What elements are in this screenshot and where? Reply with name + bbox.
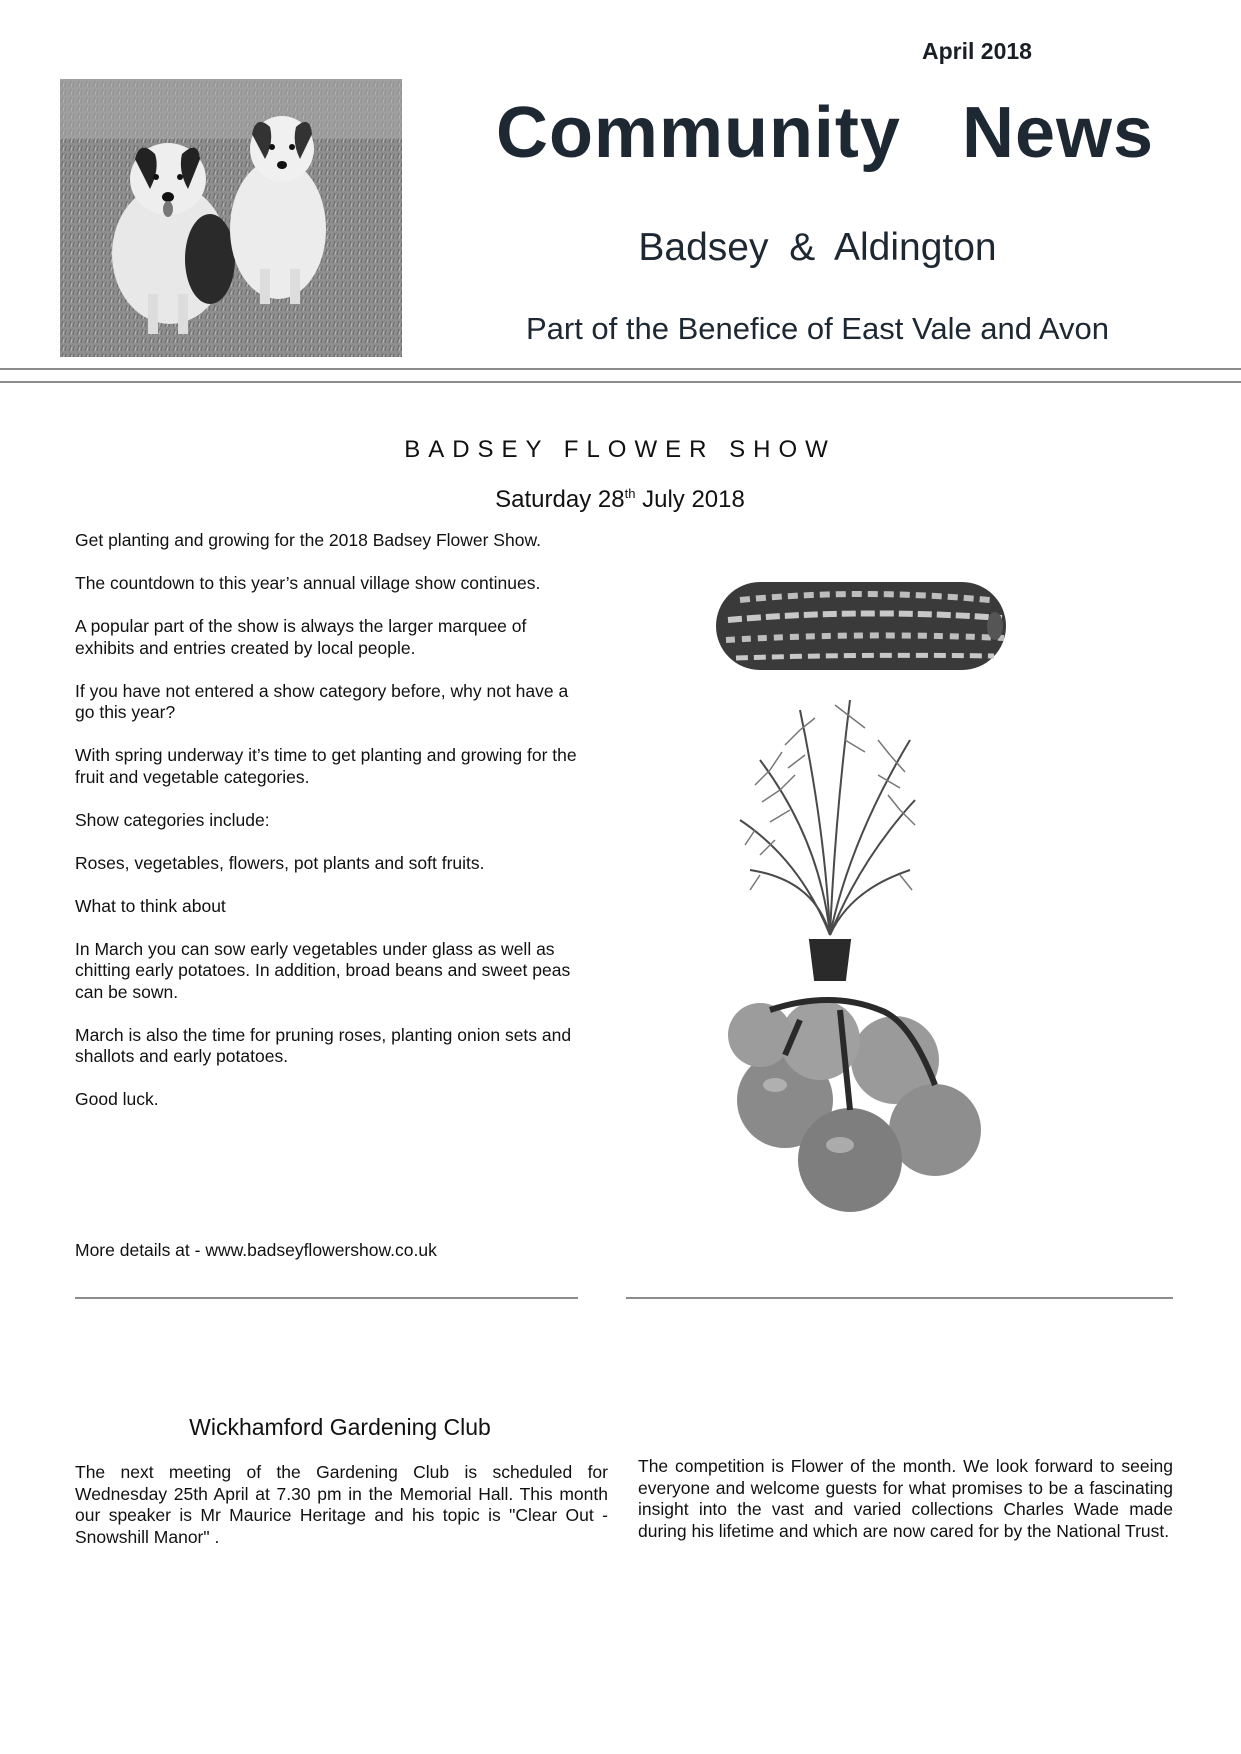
marrow-image [716,582,1006,670]
article-paragraph: With spring underway it’s time to get planting and growing for the fruit and vegetable categories. [75,745,577,787]
more-details-link[interactable]: More details at - www.badseyflowershow.co.uk [75,1240,437,1260]
flower-show-article [75,530,585,1132]
flower-show-heading: BADSEY FLOWER SHOW [404,436,836,463]
issue-date: April 2018 [922,38,1032,64]
article-paragraph: In March you can sow early vegetables under glass as well as chitting early potatoes. In addition, broad beans and sweet peas can be sown. [75,938,571,1002]
header-divider-top [0,368,1241,370]
article-paragraph: Show categories include: [75,809,270,830]
article-paragraph: Good luck. [75,1089,159,1109]
article-paragraph: If you have not entered a show category before, why not have a go this year? [75,680,569,722]
article-paragraph: The countdown to this year’s annual village show continues. [75,573,541,593]
palm-plant-image [740,700,915,980]
benefice-line: Part of the Benefice of East Vale and Avon [525,311,1110,346]
flower-show-date [330,486,910,514]
header-divider-bottom [0,381,1241,383]
article-paragraph: What to think about [75,895,226,916]
dogs-photo [60,79,402,357]
newsletter-title: Community News [495,93,1155,173]
show-date-suffix: th [624,486,636,501]
show-date-main: Saturday 28 [495,486,625,513]
article-paragraph: March is also the time for pruning roses, planting onion sets and shallots and early potatoes. [75,1024,572,1066]
produce-illustrations [700,540,1040,1230]
gardening-club-text-left: The next meeting of the Gardening Club is scheduled for Wednesday 25th April at 7.30 pm in the Memorial Hall. This month our speaker is Mr Maurice Heritage and his topic is "Clear Out -Snowshill Manor" . [75,1462,608,1547]
article-paragraph: A popular part of the show is always the larger marquee of exhibits and entries created by local people. [75,616,527,658]
show-date-rest: July 2018 [635,486,745,513]
article-paragraph: Roses, vegetables, flowers, pot plants and soft fruits. [75,852,485,873]
tomatoes-image [728,1000,981,1212]
gardening-club-text-right: The competition is Flower of the month. We look forward to seeing everyone and welcome guests for what promises to be a fascinating insight into the vast and varied collections Charles Wade made during his lifetime and which are now cared for by the National Trust. [638,1456,1173,1541]
article-paragraph: Get planting and growing for the 2018 Badsey Flower Show. [75,530,541,550]
gardening-club-heading: Wickhamford Gardening Club [189,1414,491,1440]
newsletter-subtitle: Badsey & Aldington [638,226,997,269]
section-divider-left [75,1297,578,1299]
section-divider-right [626,1297,1173,1299]
